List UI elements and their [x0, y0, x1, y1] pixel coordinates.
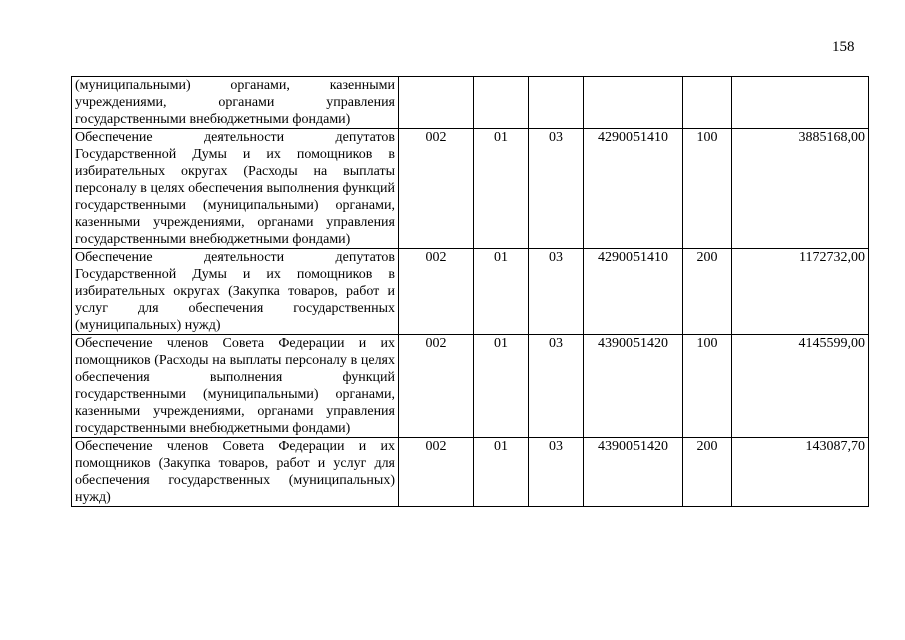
target-article-code: 4290051410: [584, 129, 683, 249]
row-description: Обеспечение членов Совета Федерации и их помощников (Закупка товаров, работ и услуг для обеспечения государственных (муниципальных) нужд): [72, 438, 399, 507]
section-code: 01: [474, 249, 529, 335]
expense-type-code: [683, 77, 732, 129]
subsection-code: 03: [529, 438, 584, 507]
budget-table: [71, 76, 869, 507]
table-row: [72, 77, 869, 129]
amount: [732, 77, 869, 129]
row-description: Обеспечение членов Совета Федерации и их помощников (Расходы на выплаты персоналу в целях обеспечения выполнения функций государственными (муниципальными) органами, казенными учреждениями, органами управления государственными внебюджетными фондами): [72, 335, 399, 438]
amount: 3885168,00: [732, 129, 869, 249]
amount: 1172732,00: [732, 249, 869, 335]
target-article-code: 4390051420: [584, 438, 683, 507]
row-description: (муниципальными) органами, казенными учреждениями, органами управления государственными внебюджетными фондами): [72, 77, 399, 129]
ministry-code: 002: [399, 335, 474, 438]
subsection-code: 03: [529, 129, 584, 249]
expense-type-code: 200: [683, 438, 732, 507]
subsection-code: 03: [529, 249, 584, 335]
subsection-code: 03: [529, 335, 584, 438]
table-row: [72, 249, 869, 335]
expense-type-code: 100: [683, 129, 732, 249]
ministry-code: 002: [399, 129, 474, 249]
section-code: 01: [474, 438, 529, 507]
expense-type-code: 200: [683, 249, 732, 335]
table-row: [72, 438, 869, 507]
amount: 143087,70: [732, 438, 869, 507]
target-article-code: 4290051410: [584, 249, 683, 335]
section-code: [474, 77, 529, 129]
amount: 4145599,00: [732, 335, 869, 438]
ministry-code: 002: [399, 249, 474, 335]
subsection-code: [529, 77, 584, 129]
ministry-code: 002: [399, 438, 474, 507]
table-row: [72, 129, 869, 249]
row-description: Обеспечение деятельности депутатов Государственной Думы и их помощников в избирательных округах (Расходы на выплаты персоналу в целях обеспечения выполнения функций государственными (муниципальными) органами, казенными учреждениями, органами управления государственными внебюджетными фондами): [72, 129, 399, 249]
page-number: 158: [832, 39, 855, 55]
table-row: [72, 335, 869, 438]
target-article-code: [584, 77, 683, 129]
section-code: 01: [474, 129, 529, 249]
expense-type-code: 100: [683, 335, 732, 438]
target-article-code: 4390051420: [584, 335, 683, 438]
section-code: 01: [474, 335, 529, 438]
ministry-code: [399, 77, 474, 129]
row-description: Обеспечение деятельности депутатов Государственной Думы и их помощников в избирательных округах (Закупка товаров, работ и услуг для обеспечения государственных (муниципальных) нужд): [72, 249, 399, 335]
